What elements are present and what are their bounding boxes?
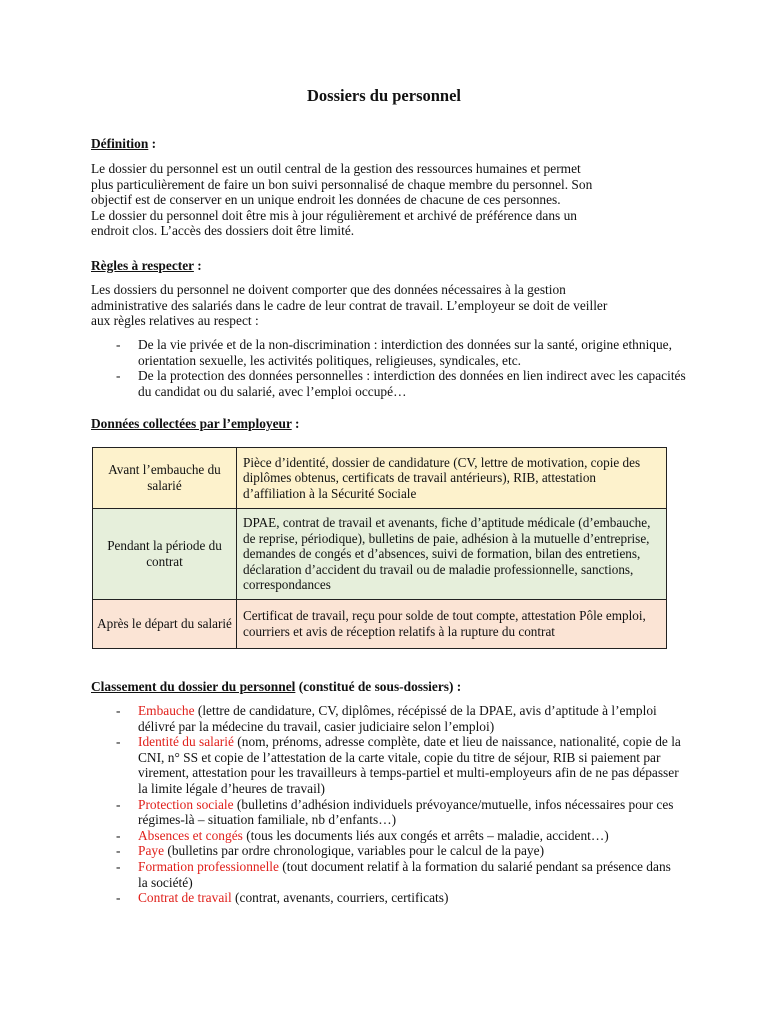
definition-heading-suffix: : (148, 136, 157, 151)
list-item: - Paye (bulletins par ordre chronologique, variables pour le calcul de la paye) (116, 843, 545, 859)
classement-term: Protection sociale (138, 796, 234, 812)
donnees-heading-suffix: : (291, 416, 300, 431)
classement-term: Paye (138, 843, 165, 859)
classement-text: (bulletins d’adhésion individuels prévoyance/mutuelle, infos nécessaires pour ces régimes-là – situation familiale, nb d’enfants…) (138, 796, 674, 828)
table-row-value: DPAE, contrat de travail et avenants, fiche d’aptitude médicale (d’embauche, de reprise, périodique), bulletins de paie, adhésion à la mutuelle d’entreprise, demandes de congés et d’absences, suivi de formation, bilan des entretiens, déclaration d’accident du travail ou de maladie professionnelle, sanctions, correspondances (237, 509, 667, 600)
classement-term: Absences et congés (138, 827, 243, 843)
list-item: - Formation professionnelle (tout document relatif à la formation du salarié pendant sa présence dans la société) (116, 858, 671, 890)
classement-term: Identité du salarié (138, 734, 234, 750)
list-item: - Identité du salarié (nom, prénoms, adresse complète, date et lieu de naissance, nationalité, copie de la CNI, n° SS et copie de l’attestation de la carte vitale, copie du titre de séjour, RIB si paiement par virement, attestation pour les travailleurs à temps-partiel et multi-employeurs afin de ne pas dépasser la limite légale d’heures de travail) (116, 734, 681, 796)
classement-heading (91, 679, 461, 695)
classement-term: Embauche (138, 703, 195, 718)
definition-heading-label: Définition (91, 136, 149, 151)
table-row-label: Après le départ du salarié (93, 600, 237, 649)
definition-line: plus particulièrement de faire un bon suivi personnalisé de chaque membre du personnel. Son (91, 176, 593, 192)
list-item: - Contrat de travail (contrat, avenants, courriers, certificats) (116, 890, 449, 906)
list-item: - De la vie privée et de la non-discrimination : interdiction des données sur la santé, origine ethnique, orientation sexuelle, les activités politiques, religieuses, syndicales, etc. (116, 337, 672, 368)
definition-line: objectif est de conserver en un unique endroit les données de chacune de ces personnes. (91, 192, 561, 208)
table-row-value: Pièce d’identité, dossier de candidature (CV, lettre de motivation, copie des diplômes obtenus, certificats de travail antérieurs), RIB, attestation d’affiliation à la Sécurité Sociale (237, 448, 667, 509)
list-item: - Embauche (lettre de candidature, CV, diplômes, récépissé de la DPAE, avis d’aptitude à l’emploi délivré par la médecine du travail, casier judiciaire selon l’emploi) (116, 703, 657, 734)
classement-text: (tous les documents liés aux congés et arrêts – maladie, accident…) (242, 827, 609, 843)
table-row (93, 448, 667, 509)
document-title: Dossiers du personnel (306, 86, 462, 105)
classement-heading-suffix: (constitué de sous-dossiers) : (295, 679, 462, 694)
list-item: - Absences et congés (tous les documents liés aux congés et arrêts – maladie, accident…) (116, 827, 609, 843)
table-row (93, 509, 667, 600)
regles-line: aux règles relatives au respect : (91, 313, 259, 329)
list-item: - De la protection des données personnelles : interdiction des données en lien indirect avec les capacités du candidat ou du salarié, avec l’emploi occupé… (116, 368, 686, 399)
classement-term: Contrat de travail (138, 890, 232, 906)
classement-text: (tout document relatif à la formation du salarié pendant sa présence dans la société) (138, 858, 671, 890)
donnees-table (92, 447, 667, 649)
classement-text: (nom, prénoms, adresse complète, date et lieu de naissance, nationalité, copie de la CNI, n° SS et copie de l’attestation de la carte vitale, copie du titre de séjour, RIB si paiement par virement, attestation pour les travailleurs à temps-partiel et multi-employeurs afin de ne pas dépasser la limite légale d’heures de travail) (138, 734, 681, 796)
regles-list (91, 337, 686, 399)
donnees-heading (91, 416, 300, 432)
definition-heading (91, 136, 156, 152)
definition-line: Le dossier du personnel doit être mis à jour régulièrement et archivé de préférence dans un (91, 207, 577, 223)
classement-term: Formation professionnelle (138, 858, 279, 874)
classement-text: (bulletins par ordre chronologique, variables pour le calcul de la paye) (164, 843, 545, 859)
table-row-label: Pendant la période du contrat (93, 509, 237, 600)
classement-text: (contrat, avenants, courriers, certificats) (231, 890, 449, 906)
table-row-value: Certificat de travail, reçu pour solde de tout compte, attestation Pôle emploi, courriers et avis de réception relatifs à la rupture du contrat (237, 600, 667, 649)
classement-list (91, 703, 681, 906)
regles-item-text: De la protection des données personnelles : interdiction des données en lien indirect avec les capacités du candidat ou du salarié, avec l’emploi occupé… (138, 368, 686, 399)
regles-item-text: De la vie privée et de la non-discrimination : interdiction des données sur la santé, origine ethnique, orientation sexuelle, les activités politiques, religieuses, syndicales, etc. (138, 337, 672, 368)
definition-line: endroit clos. L’accès des dossiers doit être limité. (91, 223, 355, 239)
list-item: - Protection sociale (bulletins d’adhésion individuels prévoyance/mutuelle, infos nécessaires pour ces régimes-là – situation familiale, nb d’enfants…) (116, 796, 674, 828)
definition-line: Le dossier du personnel est un outil central de la gestion des ressources humaines et permet (91, 161, 581, 176)
regles-heading-label: Règles à respecter (91, 258, 194, 273)
table-row (93, 600, 667, 649)
definition-paragraph (91, 161, 691, 239)
regles-line: Les dossiers du personnel ne doivent comporter que des données nécessaires à la gestion (91, 282, 566, 297)
regles-heading (91, 258, 202, 274)
classement-text: (lettre de candidature, CV, diplômes, récépissé de la DPAE, avis d’aptitude à l’emploi délivré par la médecine du travail, casier judiciaire selon l’emploi) (138, 703, 657, 734)
donnees-heading-label: Données collectées par l’employeur (91, 416, 292, 431)
regles-line: administrative des salariés dans le cadre de leur contrat de travail. L’employeur se doit de veiller (91, 297, 608, 313)
regles-paragraph (91, 282, 701, 329)
regles-heading-suffix: : (193, 258, 202, 273)
table-row-label: Avant l’embauche du salarié (93, 448, 237, 509)
classement-heading-label: Classement du dossier du personnel (91, 679, 296, 694)
